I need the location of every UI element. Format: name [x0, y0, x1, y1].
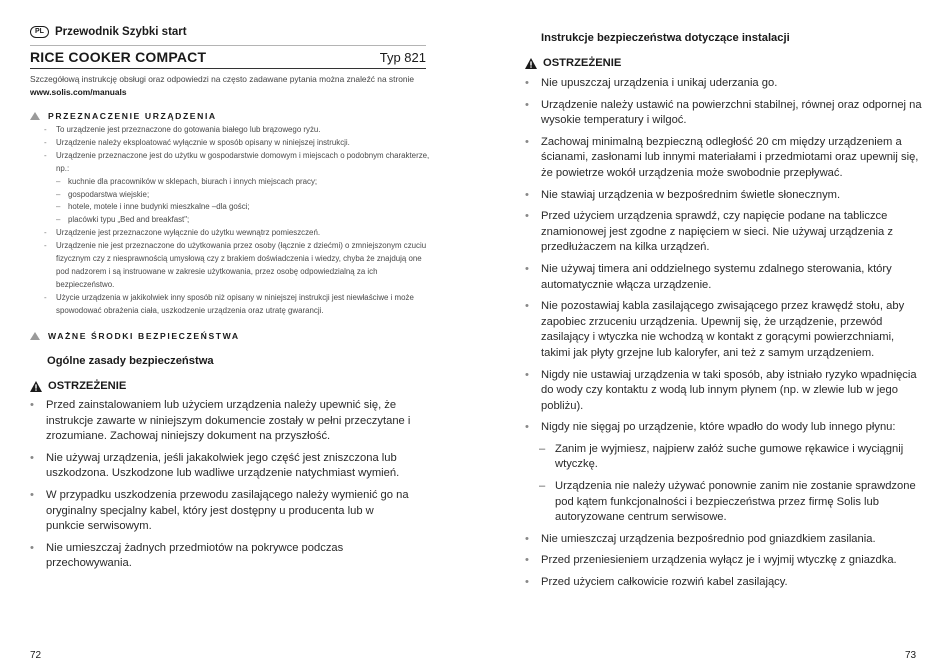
intended-use-list	[44, 124, 434, 318]
list-item: - Użycie urządzenia w jakikolwiek inny sposób niż opisany w niniejszej instrukcji jest niewłaściwe i może spowodować obrażenia ciała, uszkodzenie urządzenia oraz utratę gwarancji.	[44, 292, 434, 318]
intro-text: Szczegółową instrukcję obsługi oraz odpowiedzi na często zadawane pytania można znaleźć na stronie	[30, 74, 415, 84]
general-warnings-list	[30, 398, 415, 572]
section-intended-use	[30, 111, 217, 121]
list-subitem: – kuchnie dla pracowników w sklepach, biurach i innych miejscach pracy;	[44, 176, 434, 189]
manuals-url[interactable]: www.solis.com/manuals	[30, 86, 127, 97]
product-name: RICE COOKER COMPACT	[30, 49, 207, 65]
list-subitem: – Urządzenia nie należy używać ponownie zanim nie zostanie sprawdzone pod kątem funkcjonalności i bezpieczeństwa przez firmę Solis lub autoryzowane centrum serwisowe.	[525, 479, 925, 526]
general-rules-heading: Ogólne zasady bezpieczeństwa	[47, 355, 214, 367]
intro-paragraph	[30, 73, 430, 98]
list-subitem: – gospodarstwa wiejskie;	[44, 189, 434, 202]
warning-heading	[30, 380, 126, 392]
section-triangle-icon	[30, 112, 40, 120]
list-item: • Nie umieszczaj urządzenia bezpośrednio pod gniazdkiem zasilania.	[525, 532, 925, 548]
list-item: - Urządzenie nie jest przeznaczone do użytkowania przez osoby (łącznie z dziećmi) o zmniejszonym czuciu fizycznym czy z niesprawnością umysłową czy z brakiem doświadczenia i wiedzy, chyba że znajdują one pod nadzorem i są instruowane w zakresie użytkowania, przez osobę odpowiedzialną za ich bezpieczeństwo.	[44, 240, 434, 292]
list-item: • Nie stawiaj urządzenia w bezpośrednim świetle słonecznym.	[525, 188, 925, 204]
list-subitem: – placówki typu „Bed and breakfast";	[44, 214, 434, 227]
product-divider	[30, 68, 426, 69]
section-triangle-icon	[30, 332, 40, 340]
list-subitem: – hotele, motele i inne budynki mieszkalne –dla gości;	[44, 201, 434, 214]
section-title: WAŻNE ŚRODKI BEZPIECZEŃSTWA	[48, 331, 240, 341]
section-safety	[30, 331, 240, 341]
page-number: 72	[30, 650, 42, 660]
list-item: • Nie pozostawiaj kabla zasilającego zwisającego przez krawędź stołu, aby zapobiec zrzuceniu urządzenia. Upewnij się, że urządzenie, przewód zasilający i wtyczka nie wchodzą w kontakt z gorącymi powierzchniami, takimi jak płyty grzejne lub kaloryfer, ani też z samym urządzeniem.	[525, 299, 925, 361]
list-item: • Przed użyciem całkowicie rozwiń kabel zasilający.	[525, 575, 925, 591]
warning-label: OSTRZEŻENIE	[48, 380, 127, 392]
list-item: • Przed użyciem urządzenia sprawdź, czy napięcie podane na tabliczce znamionowej jest zgodne z napięciem w sieci. Nie używaj urządzenia z przedłużaczem na kilka urządzeń.	[525, 209, 925, 256]
header-divider	[30, 45, 426, 46]
list-item: - Urządzenie należy eksploatować wyłącznie w sposób opisany w niniejszej instrukcji.	[44, 137, 434, 150]
list-item: • Nigdy nie sięgaj po urządzenie, które wpadło do wody lub innego płynu:	[525, 420, 925, 436]
guide-header	[30, 26, 187, 38]
installation-safety-title: Instrukcje bezpieczeństwa dotyczące instalacji	[541, 32, 790, 44]
warning-triangle-icon	[30, 381, 42, 392]
list-item: • Nie używaj urządzenia, jeśli jakakolwiek jego część jest zniszczona lub uszkodzona. Uszkodzone lub wadliwe urządzenie natychmiast wymień.	[30, 451, 415, 482]
list-item: • Zachowaj minimalną bezpieczną odległość 20 cm między urządzeniem a ścianami, zasłonami lub innymi materiałami i przedmiotami oraz upewnij się, że powietrze wokół urządzenia może swobodnie przepływać.	[525, 135, 925, 182]
warning-label: OSTRZEŻENIE	[543, 57, 622, 69]
list-item: - To urządzenie jest przeznaczone do gotowania białego lub brązowego ryżu.	[44, 124, 434, 137]
warning-heading	[525, 57, 621, 69]
section-title: PRZEZNACZENIE URZĄDZENIA	[48, 111, 217, 121]
product-type: Typ 821	[379, 49, 426, 65]
list-item: • Nie umieszczaj żadnych przedmiotów na pokrywce podczas przechowywania.	[30, 541, 415, 572]
language-badge: PL	[30, 26, 49, 38]
guide-title: Przewodnik Szybki start	[54, 26, 187, 38]
list-item: • Nie używaj timera ani oddzielnego systemu zdalnego sterowania, który automatycznie włącza urządzenie.	[525, 262, 925, 293]
page-number: 73	[905, 650, 917, 660]
list-item: - Urządzenie jest przeznaczone wyłącznie do użytku wewnątrz pomieszczeń.	[44, 227, 434, 240]
product-row	[30, 47, 426, 67]
list-item: • Nigdy nie ustawiaj urządzenia w taki sposób, aby istniało ryzyko wpadnięcia do wody czy kontaktu z wodą lub innym płynem (np. w zlewie lub w jego pobliżu).	[525, 368, 925, 415]
list-subitem: – Zanim je wyjmiesz, najpierw załóż suche gumowe rękawice i wyciągnij wtyczkę.	[525, 442, 925, 473]
list-item: • Nie upuszczaj urządzenia i unikaj uderzania go.	[525, 76, 925, 92]
warning-triangle-icon	[525, 58, 537, 69]
list-item: - Urządzenie przeznaczone jest do użytku w gospodarstwie domowym i miejscach o podobnym charakterze, np.:	[44, 150, 434, 176]
list-item: • Przed przeniesieniem urządzenia wyłącz je i wyjmij wtyczkę z gniazdka.	[525, 553, 925, 569]
right-page	[475, 0, 950, 660]
list-item: • W przypadku uszkodzenia przewodu zasilającego należy wymienić go na oryginalny specjalny kabel, który jest dostępny u producenta lub w punkcie serwisowym.	[30, 488, 415, 535]
list-item: • Urządzenie należy ustawić na powierzchni stabilnej, równej oraz odpornej na wysokie temperatury i wilgoć.	[525, 98, 925, 129]
list-item: • Przed zainstalowaniem lub użyciem urządzenia należy upewnić się, że instrukcje zawarte w niniejszym dokumencie zostały w pełni przeczytane i zrozumiane. Zachowaj niniejszy dokument na przyszłość.	[30, 398, 415, 445]
installation-warnings-list	[525, 76, 925, 591]
